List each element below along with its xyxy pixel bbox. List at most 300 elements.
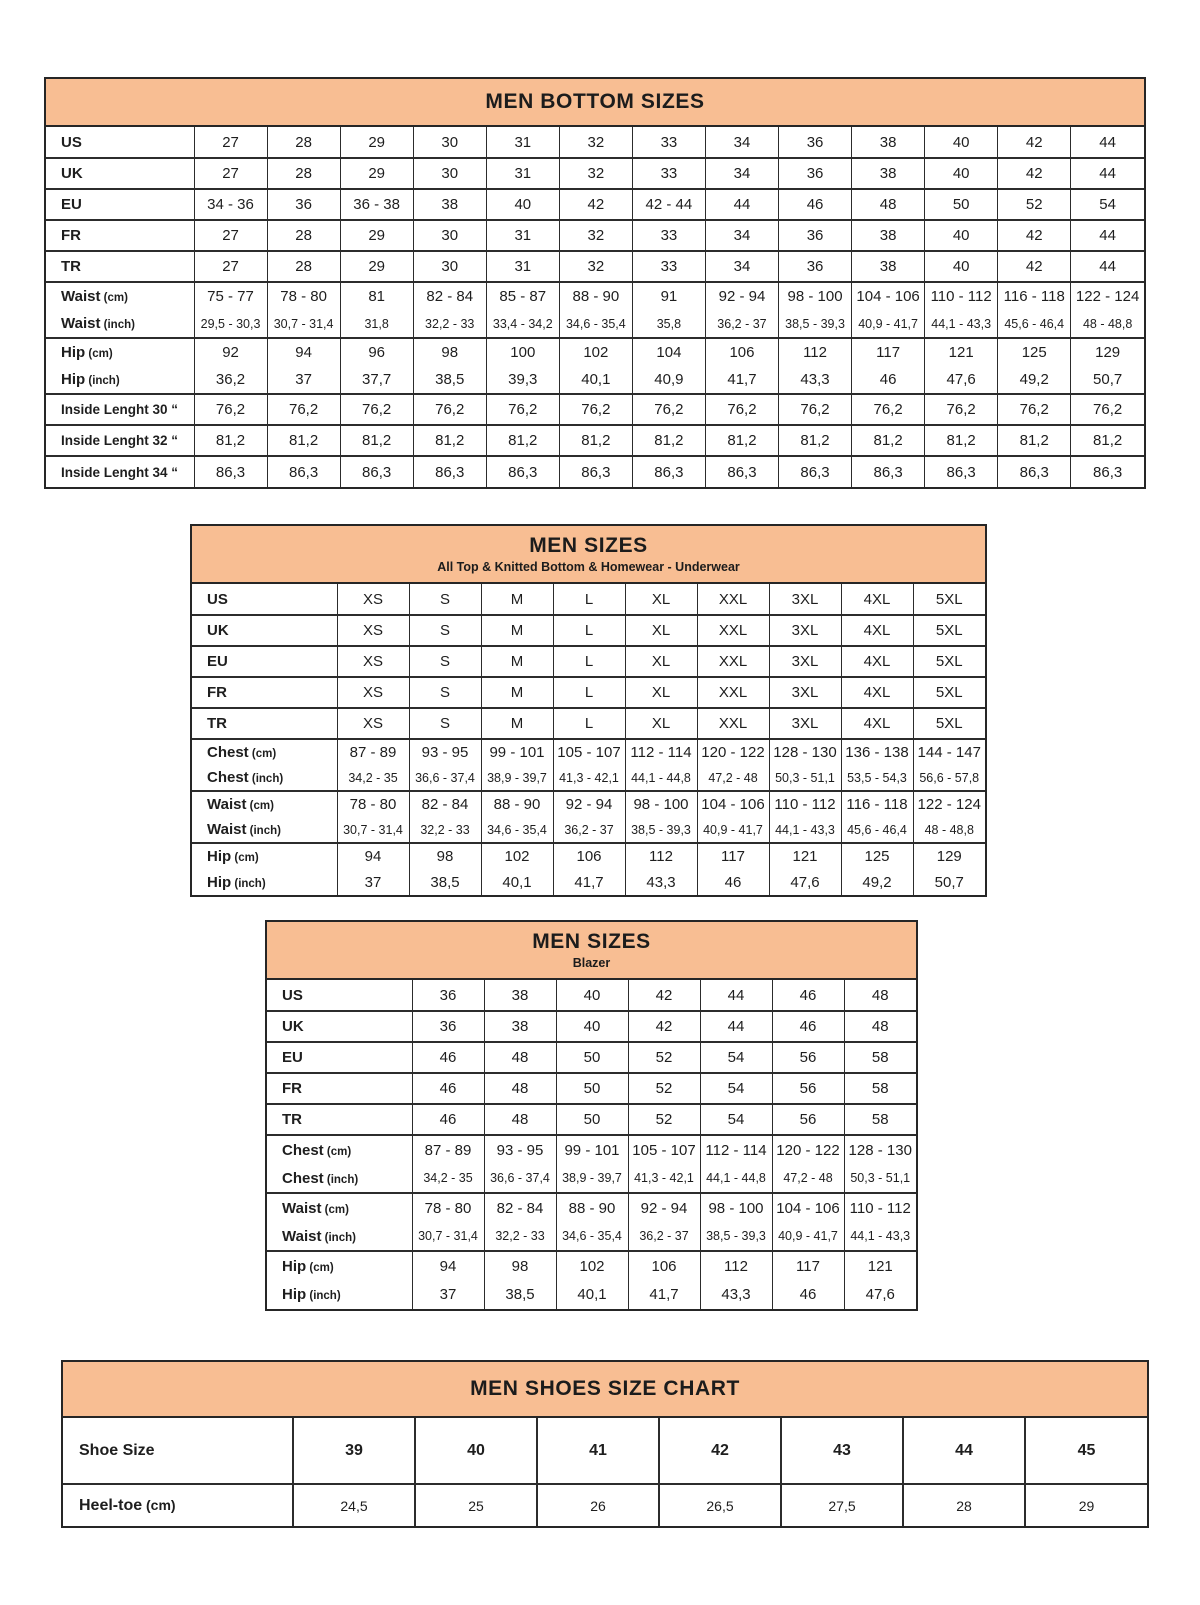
row-label: TR xyxy=(267,1104,412,1135)
table-row xyxy=(267,1222,916,1251)
size-value-cell: 81,2 xyxy=(998,425,1071,456)
size-value-cell: 36 xyxy=(412,1011,484,1042)
size-value-cell: XS xyxy=(337,708,409,739)
size-value-cell: 121 xyxy=(844,1251,916,1280)
table-row xyxy=(267,1104,916,1135)
size-value-cell: 50 xyxy=(556,1073,628,1104)
row-label: UK xyxy=(267,1011,412,1042)
size-value-cell: M xyxy=(481,584,553,615)
table-row xyxy=(192,677,985,708)
size-value-cell: 26 xyxy=(537,1484,659,1526)
size-value-cell: 40,1 xyxy=(481,869,553,895)
row-label: EU xyxy=(46,189,194,220)
size-value-cell: 29 xyxy=(340,158,413,189)
size-value-cell: 32,2 - 33 xyxy=(409,817,481,843)
table-header xyxy=(192,526,985,584)
size-value-cell: 46 xyxy=(412,1042,484,1073)
size-value-cell: 49,2 xyxy=(841,869,913,895)
size-value-cell: XL xyxy=(625,646,697,677)
size-value-cell: 44,1 - 43,3 xyxy=(769,817,841,843)
size-value-cell: 44 xyxy=(1071,251,1144,282)
size-value-cell: 4XL xyxy=(841,615,913,646)
size-value-cell: 91 xyxy=(632,282,705,310)
size-value-cell: 54 xyxy=(700,1073,772,1104)
size-value-cell: 37,7 xyxy=(340,366,413,394)
size-value-cell: 32,2 - 33 xyxy=(413,310,486,338)
size-value-cell: 38 xyxy=(852,127,925,158)
size-value-cell: 86,3 xyxy=(1071,456,1144,487)
size-value-cell: 34,2 - 35 xyxy=(412,1164,484,1193)
size-value-cell: 43 xyxy=(781,1418,903,1484)
size-value-cell: XS xyxy=(337,677,409,708)
size-value-cell: 32 xyxy=(559,127,632,158)
size-value-cell: 41,7 xyxy=(553,869,625,895)
size-value-cell: 3XL xyxy=(769,584,841,615)
size-value-cell: 105 - 107 xyxy=(553,739,625,765)
size-value-cell: 38 xyxy=(852,158,925,189)
row-label: Waist (cm) xyxy=(267,1193,412,1222)
size-value-cell: 112 - 114 xyxy=(625,739,697,765)
size-value-cell: L xyxy=(553,584,625,615)
size-value-cell: 38,5 xyxy=(409,869,481,895)
size-value-cell: L xyxy=(553,677,625,708)
size-value-cell: 117 xyxy=(772,1251,844,1280)
size-value-cell: 81,2 xyxy=(413,425,486,456)
row-label: Inside Lenght 34 “ xyxy=(46,456,194,487)
row-label: Waist (cm) xyxy=(46,282,194,310)
table-row xyxy=(46,251,1144,282)
size-value-cell: 92 - 94 xyxy=(628,1193,700,1222)
size-value-cell: 58 xyxy=(844,1073,916,1104)
size-value-cell: 81,2 xyxy=(925,425,998,456)
size-value-cell: 41,3 - 42,1 xyxy=(553,765,625,791)
size-value-cell: 27,5 xyxy=(781,1484,903,1526)
size-value-cell: 52 xyxy=(628,1042,700,1073)
size-value-cell: 37 xyxy=(337,869,409,895)
size-value-cell: 128 - 130 xyxy=(769,739,841,765)
size-value-cell: 34 - 36 xyxy=(194,189,267,220)
table-row xyxy=(192,584,985,615)
table-row xyxy=(192,615,985,646)
table-header xyxy=(63,1362,1147,1418)
size-value-cell: 44 xyxy=(700,980,772,1011)
size-value-cell: 43,3 xyxy=(700,1280,772,1309)
size-value-cell: 106 xyxy=(705,338,778,366)
size-value-cell: 27 xyxy=(194,251,267,282)
size-value-cell: 31 xyxy=(486,251,559,282)
size-value-cell: 40,9 - 41,7 xyxy=(772,1222,844,1251)
men-bottom-sizes-table xyxy=(44,77,1146,489)
size-value-cell: 44,1 - 44,8 xyxy=(625,765,697,791)
table-row xyxy=(192,739,985,765)
size-value-cell: 29 xyxy=(340,127,413,158)
size-value-cell: 32 xyxy=(559,220,632,251)
size-value-cell: 33 xyxy=(632,158,705,189)
row-label: Chest (cm) xyxy=(267,1135,412,1164)
size-value-cell: 120 - 122 xyxy=(772,1135,844,1164)
size-value-cell: 117 xyxy=(697,843,769,869)
size-value-cell: 104 xyxy=(632,338,705,366)
size-value-cell: 54 xyxy=(1071,189,1144,220)
row-label: UK xyxy=(192,615,337,646)
size-value-cell: 40,1 xyxy=(556,1280,628,1309)
size-value-cell: 122 - 124 xyxy=(913,791,985,817)
size-value-cell: 76,2 xyxy=(779,394,852,425)
size-value-cell: 31 xyxy=(486,158,559,189)
table-row xyxy=(46,394,1144,425)
size-value-cell: 38 xyxy=(852,251,925,282)
size-value-cell: 36,6 - 37,4 xyxy=(484,1164,556,1193)
size-value-cell: 41 xyxy=(537,1418,659,1484)
size-value-cell: 86,3 xyxy=(705,456,778,487)
size-value-cell: 94 xyxy=(267,338,340,366)
row-label: Waist (inch) xyxy=(267,1222,412,1251)
table-title: MEN SIZES xyxy=(529,534,648,557)
size-value-cell: 136 - 138 xyxy=(841,739,913,765)
row-label: EU xyxy=(267,1042,412,1073)
size-value-cell: 120 - 122 xyxy=(697,739,769,765)
size-grid xyxy=(46,127,1144,487)
size-value-cell: 56 xyxy=(772,1042,844,1073)
size-value-cell: 31 xyxy=(486,127,559,158)
size-value-cell: 44 xyxy=(700,1011,772,1042)
row-label: Hip (cm) xyxy=(192,843,337,869)
size-value-cell: 76,2 xyxy=(340,394,413,425)
size-value-cell: 76,2 xyxy=(559,394,632,425)
size-value-cell: 40,9 - 41,7 xyxy=(852,310,925,338)
size-value-cell: 38,5 - 39,3 xyxy=(779,310,852,338)
size-value-cell: 78 - 80 xyxy=(337,791,409,817)
size-value-cell: 40 xyxy=(925,127,998,158)
size-value-cell: 50 xyxy=(925,189,998,220)
row-label: Chest (inch) xyxy=(267,1164,412,1193)
row-label: Waist (inch) xyxy=(192,817,337,843)
table-title: MEN SIZES xyxy=(532,930,651,953)
size-value-cell: 98 - 100 xyxy=(779,282,852,310)
table-row xyxy=(46,220,1144,251)
size-value-cell: 86,3 xyxy=(340,456,413,487)
size-value-cell: 37 xyxy=(267,366,340,394)
size-value-cell: 48 xyxy=(844,1011,916,1042)
size-value-cell: 81,2 xyxy=(194,425,267,456)
size-value-cell: 28 xyxy=(903,1484,1025,1526)
row-label: Chest (cm) xyxy=(192,739,337,765)
size-value-cell: 125 xyxy=(998,338,1071,366)
size-value-cell: 121 xyxy=(769,843,841,869)
size-value-cell: 46 xyxy=(772,1011,844,1042)
size-value-cell: 36 xyxy=(267,189,340,220)
size-value-cell: 81,2 xyxy=(1071,425,1144,456)
size-value-cell: S xyxy=(409,615,481,646)
table-row xyxy=(46,127,1144,158)
size-value-cell: 3XL xyxy=(769,708,841,739)
size-value-cell: 45,6 - 46,4 xyxy=(998,310,1071,338)
size-value-cell: XXL xyxy=(697,677,769,708)
row-label: Hip (cm) xyxy=(267,1251,412,1280)
table-row xyxy=(192,765,985,791)
size-value-cell: 36 - 38 xyxy=(340,189,413,220)
table-row xyxy=(46,310,1144,338)
size-value-cell: 48 xyxy=(484,1104,556,1135)
size-value-cell: 39 xyxy=(293,1418,415,1484)
size-value-cell: 34,2 - 35 xyxy=(337,765,409,791)
size-value-cell: 36 xyxy=(779,127,852,158)
size-value-cell: 4XL xyxy=(841,584,913,615)
size-value-cell: 42 xyxy=(659,1418,781,1484)
size-value-cell: 81 xyxy=(340,282,413,310)
size-value-cell: 110 - 112 xyxy=(844,1193,916,1222)
size-value-cell: 40 xyxy=(925,158,998,189)
size-value-cell: 85 - 87 xyxy=(486,282,559,310)
size-value-cell: 50 xyxy=(556,1042,628,1073)
size-value-cell: 98 xyxy=(484,1251,556,1280)
size-value-cell: 46 xyxy=(779,189,852,220)
size-value-cell: 86,3 xyxy=(632,456,705,487)
size-value-cell: 42 xyxy=(998,251,1071,282)
size-value-cell: 81,2 xyxy=(852,425,925,456)
size-value-cell: 117 xyxy=(852,338,925,366)
size-value-cell: 48 - 48,8 xyxy=(913,817,985,843)
size-value-cell: 24,5 xyxy=(293,1484,415,1526)
size-value-cell: 98 - 100 xyxy=(700,1193,772,1222)
row-label: Hip (inch) xyxy=(192,869,337,895)
size-value-cell: 44,1 - 44,8 xyxy=(700,1164,772,1193)
size-value-cell: 36,2 xyxy=(194,366,267,394)
size-value-cell: S xyxy=(409,646,481,677)
size-value-cell: XS xyxy=(337,615,409,646)
size-value-cell: 44,1 - 43,3 xyxy=(844,1222,916,1251)
size-value-cell: 121 xyxy=(925,338,998,366)
size-value-cell: 81,2 xyxy=(486,425,559,456)
row-label: EU xyxy=(192,646,337,677)
size-value-cell: 81,2 xyxy=(779,425,852,456)
size-value-cell: 122 - 124 xyxy=(1071,282,1144,310)
size-value-cell: 110 - 112 xyxy=(769,791,841,817)
size-value-cell: 30,7 - 31,4 xyxy=(337,817,409,843)
size-value-cell: 94 xyxy=(412,1251,484,1280)
size-value-cell: 31,8 xyxy=(340,310,413,338)
size-value-cell: 56 xyxy=(772,1104,844,1135)
size-value-cell: 92 - 94 xyxy=(705,282,778,310)
size-value-cell: 129 xyxy=(913,843,985,869)
size-value-cell: 42 xyxy=(628,980,700,1011)
size-value-cell: 81,2 xyxy=(267,425,340,456)
size-value-cell: 58 xyxy=(844,1042,916,1073)
size-value-cell: 54 xyxy=(700,1104,772,1135)
size-value-cell: 40,9 - 41,7 xyxy=(697,817,769,843)
size-value-cell: 45 xyxy=(1025,1418,1147,1484)
table-row xyxy=(267,1280,916,1309)
size-value-cell: 102 xyxy=(559,338,632,366)
row-label: Hip (inch) xyxy=(267,1280,412,1309)
table-row xyxy=(46,282,1144,310)
size-value-cell: 50,7 xyxy=(1071,366,1144,394)
size-value-cell: 32,2 - 33 xyxy=(484,1222,556,1251)
size-value-cell: 33 xyxy=(632,251,705,282)
size-value-cell: XL xyxy=(625,615,697,646)
size-value-cell: 76,2 xyxy=(1071,394,1144,425)
size-value-cell: 44 xyxy=(1071,158,1144,189)
size-value-cell: 44 xyxy=(1071,220,1144,251)
size-value-cell: 41,7 xyxy=(628,1280,700,1309)
size-value-cell: 112 xyxy=(779,338,852,366)
size-value-cell: 41,3 - 42,1 xyxy=(628,1164,700,1193)
table-row xyxy=(46,338,1144,366)
men-sizes-top-table xyxy=(190,524,987,897)
size-value-cell: 46 xyxy=(412,1104,484,1135)
table-row xyxy=(267,1011,916,1042)
size-value-cell: 98 xyxy=(413,338,486,366)
table-row xyxy=(192,646,985,677)
table-row xyxy=(46,158,1144,189)
size-value-cell: 38,5 xyxy=(413,366,486,394)
size-value-cell: 47,6 xyxy=(844,1280,916,1309)
size-value-cell: 86,3 xyxy=(779,456,852,487)
size-value-cell: XXL xyxy=(697,584,769,615)
size-value-cell: 4XL xyxy=(841,646,913,677)
size-value-cell: 82 - 84 xyxy=(484,1193,556,1222)
size-value-cell: 50,3 - 51,1 xyxy=(844,1164,916,1193)
table-row xyxy=(46,189,1144,220)
size-value-cell: L xyxy=(553,646,625,677)
size-value-cell: 99 - 101 xyxy=(481,739,553,765)
size-value-cell: 144 - 147 xyxy=(913,739,985,765)
size-value-cell: 98 xyxy=(409,843,481,869)
size-value-cell: 92 - 94 xyxy=(553,791,625,817)
size-value-cell: XL xyxy=(625,584,697,615)
size-value-cell: 81,2 xyxy=(340,425,413,456)
size-value-cell: 87 - 89 xyxy=(412,1135,484,1164)
size-value-cell: 76,2 xyxy=(632,394,705,425)
table-row xyxy=(267,1042,916,1073)
size-value-cell: 82 - 84 xyxy=(413,282,486,310)
size-value-cell: 40 xyxy=(925,220,998,251)
size-value-cell: 36,6 - 37,4 xyxy=(409,765,481,791)
table-subtitle: All Top & Knitted Bottom & Homewear - Underwear xyxy=(437,560,740,574)
row-label: TR xyxy=(46,251,194,282)
size-value-cell: XXL xyxy=(697,615,769,646)
size-grid xyxy=(192,584,985,895)
row-label: Chest (inch) xyxy=(192,765,337,791)
size-value-cell: 38 xyxy=(852,220,925,251)
size-value-cell: 42 xyxy=(559,189,632,220)
size-value-cell: 81,2 xyxy=(559,425,632,456)
size-value-cell: S xyxy=(409,677,481,708)
size-value-cell: 38 xyxy=(413,189,486,220)
size-value-cell: 34 xyxy=(705,251,778,282)
size-value-cell: 46 xyxy=(772,980,844,1011)
size-value-cell: XXL xyxy=(697,708,769,739)
size-value-cell: 36 xyxy=(779,251,852,282)
table-row xyxy=(267,980,916,1011)
size-value-cell: 41,7 xyxy=(705,366,778,394)
size-value-cell: 92 xyxy=(194,338,267,366)
size-value-cell: 36 xyxy=(779,220,852,251)
size-value-cell: 30 xyxy=(413,220,486,251)
size-value-cell: 47,6 xyxy=(925,366,998,394)
size-value-cell: 47,2 - 48 xyxy=(772,1164,844,1193)
size-value-cell: 76,2 xyxy=(852,394,925,425)
size-value-cell: 34 xyxy=(705,127,778,158)
size-value-cell: 106 xyxy=(553,843,625,869)
size-value-cell: 93 - 95 xyxy=(409,739,481,765)
size-value-cell: 48 - 48,8 xyxy=(1071,310,1144,338)
size-value-cell: 36 xyxy=(412,980,484,1011)
size-value-cell: 34,6 - 35,4 xyxy=(481,817,553,843)
size-value-cell: 50,3 - 51,1 xyxy=(769,765,841,791)
size-value-cell: 46 xyxy=(412,1073,484,1104)
size-value-cell: 40 xyxy=(486,189,559,220)
size-value-cell: M xyxy=(481,677,553,708)
size-value-cell: 53,5 - 54,3 xyxy=(841,765,913,791)
size-value-cell: 36,2 - 37 xyxy=(553,817,625,843)
size-value-cell: 38 xyxy=(484,1011,556,1042)
size-value-cell: 34,6 - 35,4 xyxy=(556,1222,628,1251)
row-label: US xyxy=(46,127,194,158)
size-value-cell: 25 xyxy=(415,1484,537,1526)
size-value-cell: 5XL xyxy=(913,708,985,739)
size-value-cell: XL xyxy=(625,708,697,739)
size-value-cell: 29,5 - 30,3 xyxy=(194,310,267,338)
row-label: Inside Lenght 30 “ xyxy=(46,394,194,425)
row-label: FR xyxy=(192,677,337,708)
table-header xyxy=(46,79,1144,127)
size-value-cell: 58 xyxy=(844,1104,916,1135)
size-value-cell: M xyxy=(481,615,553,646)
row-label: Inside Lenght 32 “ xyxy=(46,425,194,456)
table-row xyxy=(192,869,985,895)
size-value-cell: 34 xyxy=(705,220,778,251)
size-value-cell: 38 xyxy=(484,980,556,1011)
table-row xyxy=(46,366,1144,394)
size-value-cell: 78 - 80 xyxy=(267,282,340,310)
size-value-cell: 28 xyxy=(267,251,340,282)
size-value-cell: 32 xyxy=(559,158,632,189)
size-value-cell: XS xyxy=(337,584,409,615)
size-value-cell: 86,3 xyxy=(559,456,632,487)
table-row xyxy=(192,708,985,739)
size-value-cell: M xyxy=(481,646,553,677)
size-value-cell: 94 xyxy=(337,843,409,869)
size-value-cell: 31 xyxy=(486,220,559,251)
table-row xyxy=(192,817,985,843)
size-value-cell: 38,9 - 39,7 xyxy=(556,1164,628,1193)
size-value-cell: M xyxy=(481,708,553,739)
size-value-cell: 30 xyxy=(413,251,486,282)
size-value-cell: 43,3 xyxy=(779,366,852,394)
size-value-cell: 86,3 xyxy=(194,456,267,487)
size-value-cell: 40 xyxy=(415,1418,537,1484)
size-grid xyxy=(63,1418,1147,1526)
table-title: MEN BOTTOM SIZES xyxy=(485,90,705,113)
size-value-cell: 112 - 114 xyxy=(700,1135,772,1164)
size-value-cell: 38,5 - 39,3 xyxy=(625,817,697,843)
size-value-cell: 39,3 xyxy=(486,366,559,394)
size-value-cell: 48 xyxy=(852,189,925,220)
size-value-cell: 35,8 xyxy=(632,310,705,338)
size-value-cell: 42 - 44 xyxy=(632,189,705,220)
table-row xyxy=(267,1193,916,1222)
size-value-cell: 110 - 112 xyxy=(925,282,998,310)
size-value-cell: 36,2 - 37 xyxy=(628,1222,700,1251)
size-value-cell: 86,3 xyxy=(413,456,486,487)
table-row xyxy=(46,456,1144,487)
size-value-cell: XS xyxy=(337,646,409,677)
table-row xyxy=(192,791,985,817)
size-value-cell: 43,3 xyxy=(625,869,697,895)
size-value-cell: 27 xyxy=(194,220,267,251)
size-value-cell: 86,3 xyxy=(925,456,998,487)
